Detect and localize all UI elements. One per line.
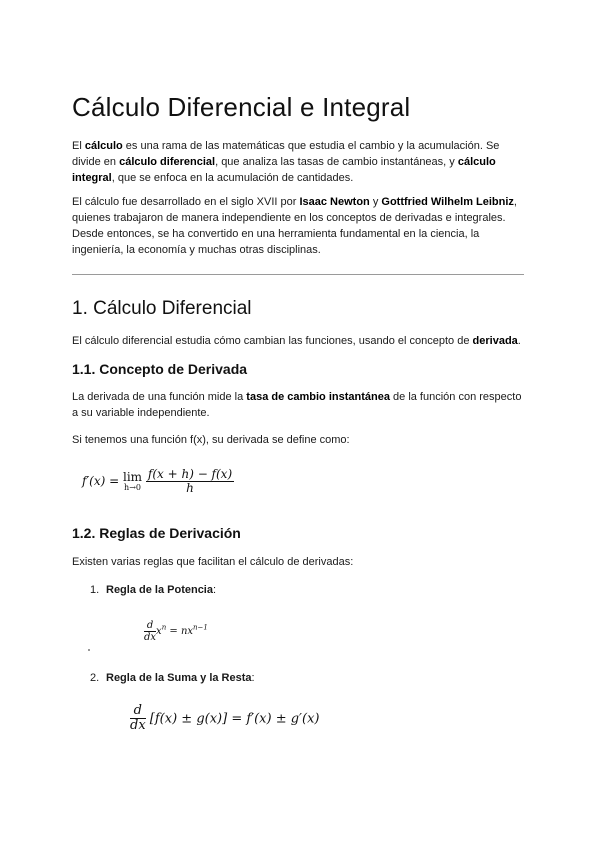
stray-mark [88, 649, 90, 651]
text-run: Isaac Newton [299, 196, 370, 208]
page-title: Cálculo Diferencial e Integral [72, 92, 411, 122]
text-run: , que se enfoca en la acumulación de cantidades. [111, 172, 354, 184]
formula-fraction: $\frac{f(x + h) - f(x)}{h}$ [147, 467, 233, 496]
text-run: cálculo diferencial [119, 156, 216, 168]
text-run: , que analiza las tasas de cambio instantáneas, y [215, 156, 458, 168]
subsection-1-1-heading: 1.1. Concepto de Derivada [72, 361, 248, 377]
text-run: , quienes trabajaron de manera independiente en los conceptos de derivadas e integrales. Desde entonces, se ha convertido en una herramienta fundamental en la ciencia, la ingeniería, la economía y muchas otras disciplinas. [72, 196, 517, 256]
text-run: es una rama de las matemáticas que estudia el cambio y la acumulación. Se divide en [72, 140, 500, 168]
text-run: El cálculo fue desarrollado en el siglo XVII por [72, 196, 300, 208]
intro-paragraph-2 [72, 194, 528, 258]
sum-rule-formula: $\frac{d}{dx}$ [f(x) ± g(x)] = f′(x) ± g′(x) [130, 703, 320, 734]
power-rule-formula: $\frac{d}{dx}$ $x^n = nx^{n-1}$ [144, 620, 208, 643]
derivative-definition-paragraph [72, 389, 528, 421]
section-1-intro [72, 333, 528, 349]
text-run: cálculo integral [72, 156, 496, 184]
text-run: Gottfried Wilhelm Leibniz [381, 196, 514, 208]
formula-limit: lim h→0 [123, 470, 143, 493]
derivative-definition-formula [82, 468, 234, 495]
section-1-heading: 1. Cálculo Diferencial [72, 298, 252, 319]
subsection-1-2-heading: 1.2. Reglas de Derivación [72, 525, 241, 541]
text-run: La derivada de una función mide la [72, 391, 247, 403]
rule-item-sum: 2. Regla de la Suma y la Resta: [90, 672, 255, 684]
formula-lhs: f′(x) = [82, 474, 120, 489]
intro-paragraph-1 [72, 138, 528, 186]
text-run: de la función con respecto a su variable independiente. [72, 391, 522, 419]
text-run: cálculo [84, 140, 123, 152]
rules-intro-paragraph: Existen varias reglas que facilitan el cálculo de derivadas: [72, 556, 354, 568]
text-run: . [517, 335, 521, 347]
derivative-intro-paragraph: Si tenemos una función f(x), su derivada se define como: [72, 434, 350, 446]
rule-item-power: 1. Regla de la Potencia: [90, 584, 217, 596]
section-divider [72, 274, 524, 275]
text-run: derivada [472, 335, 518, 347]
text-run: El cálculo diferencial estudia cómo cambian las funciones, usando el concepto de [72, 335, 473, 347]
text-run: y [369, 196, 382, 208]
text-run: tasa de cambio instantánea [246, 391, 390, 403]
text-run: El [72, 140, 85, 152]
